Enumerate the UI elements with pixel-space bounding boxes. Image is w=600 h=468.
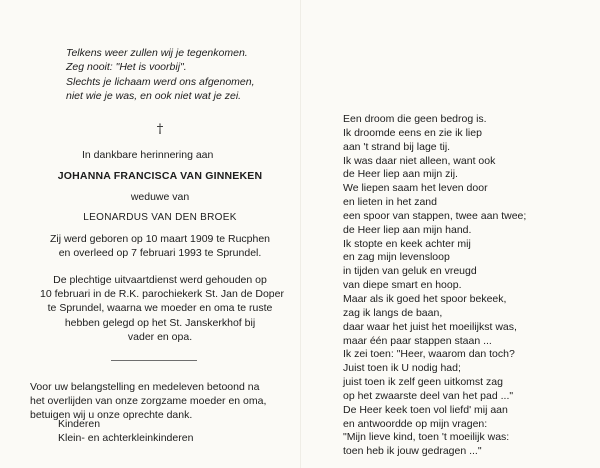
poem-line: niet wie je was, en ook niet wat je zei. (66, 89, 242, 102)
poem-line: toen heb ik jouw gedragen ..." (343, 445, 482, 458)
poem-line: daar waar het juist het moeilijkst was, (343, 320, 517, 333)
poem-line: in tijden van geluk en vreugd (343, 265, 477, 278)
poem-line: de Heer liep aan mijn zij. (343, 168, 458, 181)
opening-poem (66, 46, 296, 103)
poem-line: een spoor van stappen, twee aan twee; (343, 209, 527, 222)
info-line: 10 februari in de R.K. parochiekerk St. Jan de Doper (40, 288, 284, 301)
info-line: hebben gelegd op het St. Janskerkhof bij (64, 316, 256, 329)
poem-line: maar één paar stappen staan ... (343, 334, 492, 347)
poem-line: aan 't strand bij lage tij. (343, 140, 451, 153)
signature-line: Klein- en achterkleinkinderen (58, 432, 194, 445)
poem-line: op het zwaarste deel van het pad ..." (343, 389, 514, 402)
poem-line: zag ik langs de baan, (343, 306, 443, 319)
poem-line: en zag mijn levensloop (343, 251, 450, 264)
widow-of-text: weduwe van (130, 191, 190, 203)
footprints-poem (343, 113, 593, 459)
poem-line: Een droom die geen bedrog is. (343, 113, 487, 125)
divider (111, 360, 197, 361)
poem-line: Ik was daar niet alleen, want ook (343, 154, 496, 167)
info-line: te Sprundel, waarna we moeder en oma te ruste (47, 302, 273, 315)
intro-text: In dankbare herinnering aan (82, 149, 214, 161)
deceased-name: JOHANNA FRANCISCA VAN GINNEKEN (57, 170, 263, 182)
info-line: vader en opa. (127, 330, 193, 343)
husband-name: LEONARDUS VAN DEN BROEK (83, 212, 237, 223)
info-line: en overleed op 7 februari 1993 te Sprundel. (58, 247, 262, 260)
info-line: Zij werd geboren op 10 maart 1909 te Rucphen (49, 233, 271, 245)
cross-icon: † (156, 122, 164, 137)
poem-line: juist toen ik zelf geen uitkomst zag (343, 376, 503, 389)
poem-line: We liepen saam het leven door (343, 182, 488, 195)
thanks-line: het overlijden van onze zorgzame moeder en oma, (30, 395, 267, 408)
poem-line: de Heer liep aan mijn hand. (343, 223, 472, 236)
poem-line: en antwoordde op mijn vragen: (343, 417, 488, 430)
poem-line: Slechts je lichaam werd ons afgenomen, (66, 75, 255, 88)
poem-line: Telkens weer zullen wij je tegenkomen. (66, 47, 248, 59)
signature (58, 417, 193, 445)
fold-line (300, 0, 301, 468)
poem-line: De Heer keek toen vol liefd' mij aan (343, 403, 508, 416)
thanks-line: Voor uw belangstelling en medeleven betoond na (30, 381, 260, 393)
poem-line: Maar als ik goed het spoor bekeek, (343, 292, 507, 305)
poem-line: Zeg nooit: "Het is voorbij". (66, 61, 187, 74)
poem-line: Ik droomde eens en zie ik liep (343, 126, 482, 139)
info-line: De plechtige uitvaartdienst werd gehouden op (53, 274, 267, 286)
signature-line: Kinderen (58, 418, 101, 430)
poem-line: Juist toen ik U nodig had; (343, 362, 461, 375)
thanks-line: betuigen wij u onze oprechte dank. (30, 409, 193, 422)
poem-line: van diepe smart en hoop. (343, 279, 462, 292)
birth-death-info (40, 232, 280, 260)
poem-line: Ik zei toen: "Heer, waarom dan toch? (343, 348, 515, 361)
funeral-info (40, 273, 284, 344)
poem-line: "Mijn lieve kind, toen 't moeilijk was: (343, 431, 510, 444)
poem-line: en lieten in het zand (343, 196, 437, 209)
poem-line: Ik stopte en keek achter mij (343, 237, 471, 250)
